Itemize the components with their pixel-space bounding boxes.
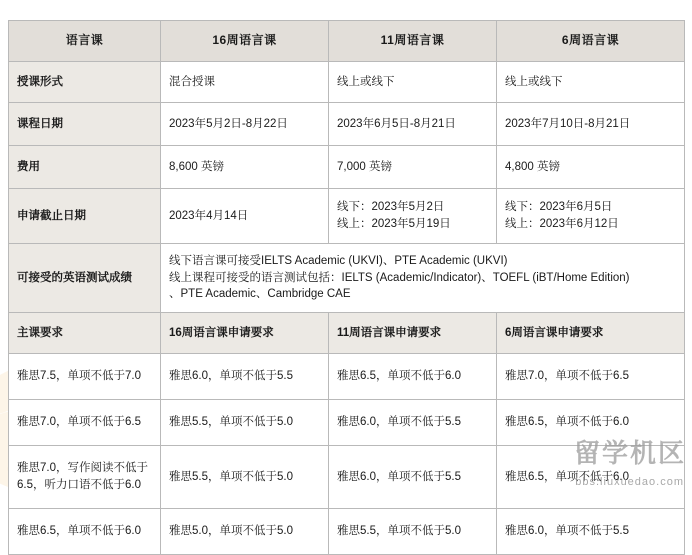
cell-course-dates-6w: 2023年7月10日-8月21日 bbox=[497, 103, 685, 146]
header-cell-2: 11周语言课 bbox=[329, 21, 497, 62]
req-6w-1: 雅思6.5，单项不低于6.0 bbox=[497, 400, 685, 446]
table-row bbox=[9, 189, 685, 244]
table-row bbox=[9, 146, 685, 189]
req-main-0: 雅思7.5，单项不低于7.0 bbox=[9, 354, 161, 400]
cell-deadline-6w bbox=[497, 189, 685, 244]
deadline-11w-line-2: 线上：2023年5月19日 bbox=[337, 218, 451, 230]
req-6w-0: 雅思7.0，单项不低于6.5 bbox=[497, 354, 685, 400]
req-main-1: 雅思7.0，单项不低于6.5 bbox=[9, 400, 161, 446]
cell-deadline-11w bbox=[329, 189, 497, 244]
header-cell-1: 16周语言课 bbox=[161, 21, 329, 62]
req-16w-1: 雅思5.5，单项不低于5.0 bbox=[161, 400, 329, 446]
section-label-11w: 11周语言课申请要求 bbox=[329, 313, 497, 354]
site-watermark: bbs.liuxuedao.com bbox=[575, 476, 684, 488]
req-16w-2: 雅思5.5，单项不低于5.0 bbox=[161, 446, 329, 509]
deadline-11w-line-1: 线下：2023年5月2日 bbox=[337, 201, 445, 214]
brand-watermark: 留学机区 bbox=[573, 438, 686, 468]
section-label-main-course: 主课要求 bbox=[9, 313, 161, 354]
req-6w-3: 雅思6.0，单项不低于5.5 bbox=[497, 509, 685, 555]
table-row bbox=[9, 244, 685, 313]
req-11w-1: 雅思6.0，单项不低于5.5 bbox=[329, 400, 497, 446]
req-16w-3: 雅思5.0，单项不低于5.0 bbox=[161, 509, 329, 555]
row-label-teaching-format: 授课形式 bbox=[9, 62, 161, 103]
req-main-2 bbox=[9, 446, 161, 509]
cell-course-dates-11w: 2023年6月5日-8月21日 bbox=[329, 103, 497, 146]
req-11w-3: 雅思5.5，单项不低于5.0 bbox=[329, 509, 497, 555]
language-course-table bbox=[8, 20, 685, 555]
cell-teaching-format-16w: 混合授课 bbox=[161, 62, 329, 103]
deadline-16w-line-1: 2023年4月14日 bbox=[169, 209, 249, 222]
table-row bbox=[9, 103, 685, 146]
req-main-3: 雅思6.5，单项不低于6.0 bbox=[9, 509, 161, 555]
table-row bbox=[9, 354, 685, 400]
row-label-deadline: 申请截止日期 bbox=[9, 189, 161, 244]
table-row bbox=[9, 62, 685, 103]
cell-fee-16w: 8,600 英镑 bbox=[161, 146, 329, 189]
table-header-row bbox=[9, 21, 685, 62]
cell-fee-11w: 7,000 英镑 bbox=[329, 146, 497, 189]
cell-accepted-tests bbox=[161, 244, 685, 313]
deadline-6w-line-1: 线下：2023年6月5日 bbox=[505, 201, 613, 214]
cell-teaching-format-11w: 线上或线下 bbox=[329, 62, 497, 103]
table-row bbox=[9, 509, 685, 555]
section-label-6w: 6周语言课申请要求 bbox=[497, 313, 685, 354]
header-cell-3: 6周语言课 bbox=[497, 21, 685, 62]
language-course-table-container bbox=[8, 20, 684, 555]
accepted-tests-line-3: 、PTE Academic、Cambridge CAE bbox=[169, 288, 351, 301]
cell-teaching-format-6w: 线上或线下 bbox=[497, 62, 685, 103]
row-label-course-dates: 课程日期 bbox=[9, 103, 161, 146]
accepted-tests-line-1: 线下语言课可接受IELTS Academic (UKVI)、PTE Academic (UKVI) bbox=[169, 254, 508, 267]
table-section-row bbox=[9, 313, 685, 354]
req-11w-0: 雅思6.5，单项不低于6.0 bbox=[329, 354, 497, 400]
header-cell-0: 语言课 bbox=[9, 21, 161, 62]
deadline-6w-line-2: 线上：2023年6月12日 bbox=[505, 218, 619, 230]
cell-course-dates-16w: 2023年5月2日-8月22日 bbox=[161, 103, 329, 146]
req-11w-2: 雅思6.0，单项不低于5.5 bbox=[329, 446, 497, 509]
row-label-accepted-tests: 可接受的英语测试成绩 bbox=[9, 244, 161, 313]
section-label-16w: 16周语言课申请要求 bbox=[161, 313, 329, 354]
req-main-2-line-2: 6.5，听力口语不低于6.0 bbox=[17, 479, 141, 491]
req-main-2-line-1: 雅思7.0，写作阅读不低于 bbox=[17, 462, 148, 475]
row-label-fee: 费用 bbox=[9, 146, 161, 189]
cell-deadline-16w bbox=[161, 189, 329, 244]
req-6w-2: 雅思6.5，单项不低于6.0 bbox=[497, 446, 685, 509]
req-16w-0: 雅思6.0，单项不低于5.5 bbox=[161, 354, 329, 400]
cell-fee-6w: 4,800 英镑 bbox=[497, 146, 685, 189]
accepted-tests-line-2: 线上课程可接受的语言测试包括：IELTS (Academic/Indicator)、TOEFL (iBT/Home Edition) bbox=[169, 271, 630, 284]
